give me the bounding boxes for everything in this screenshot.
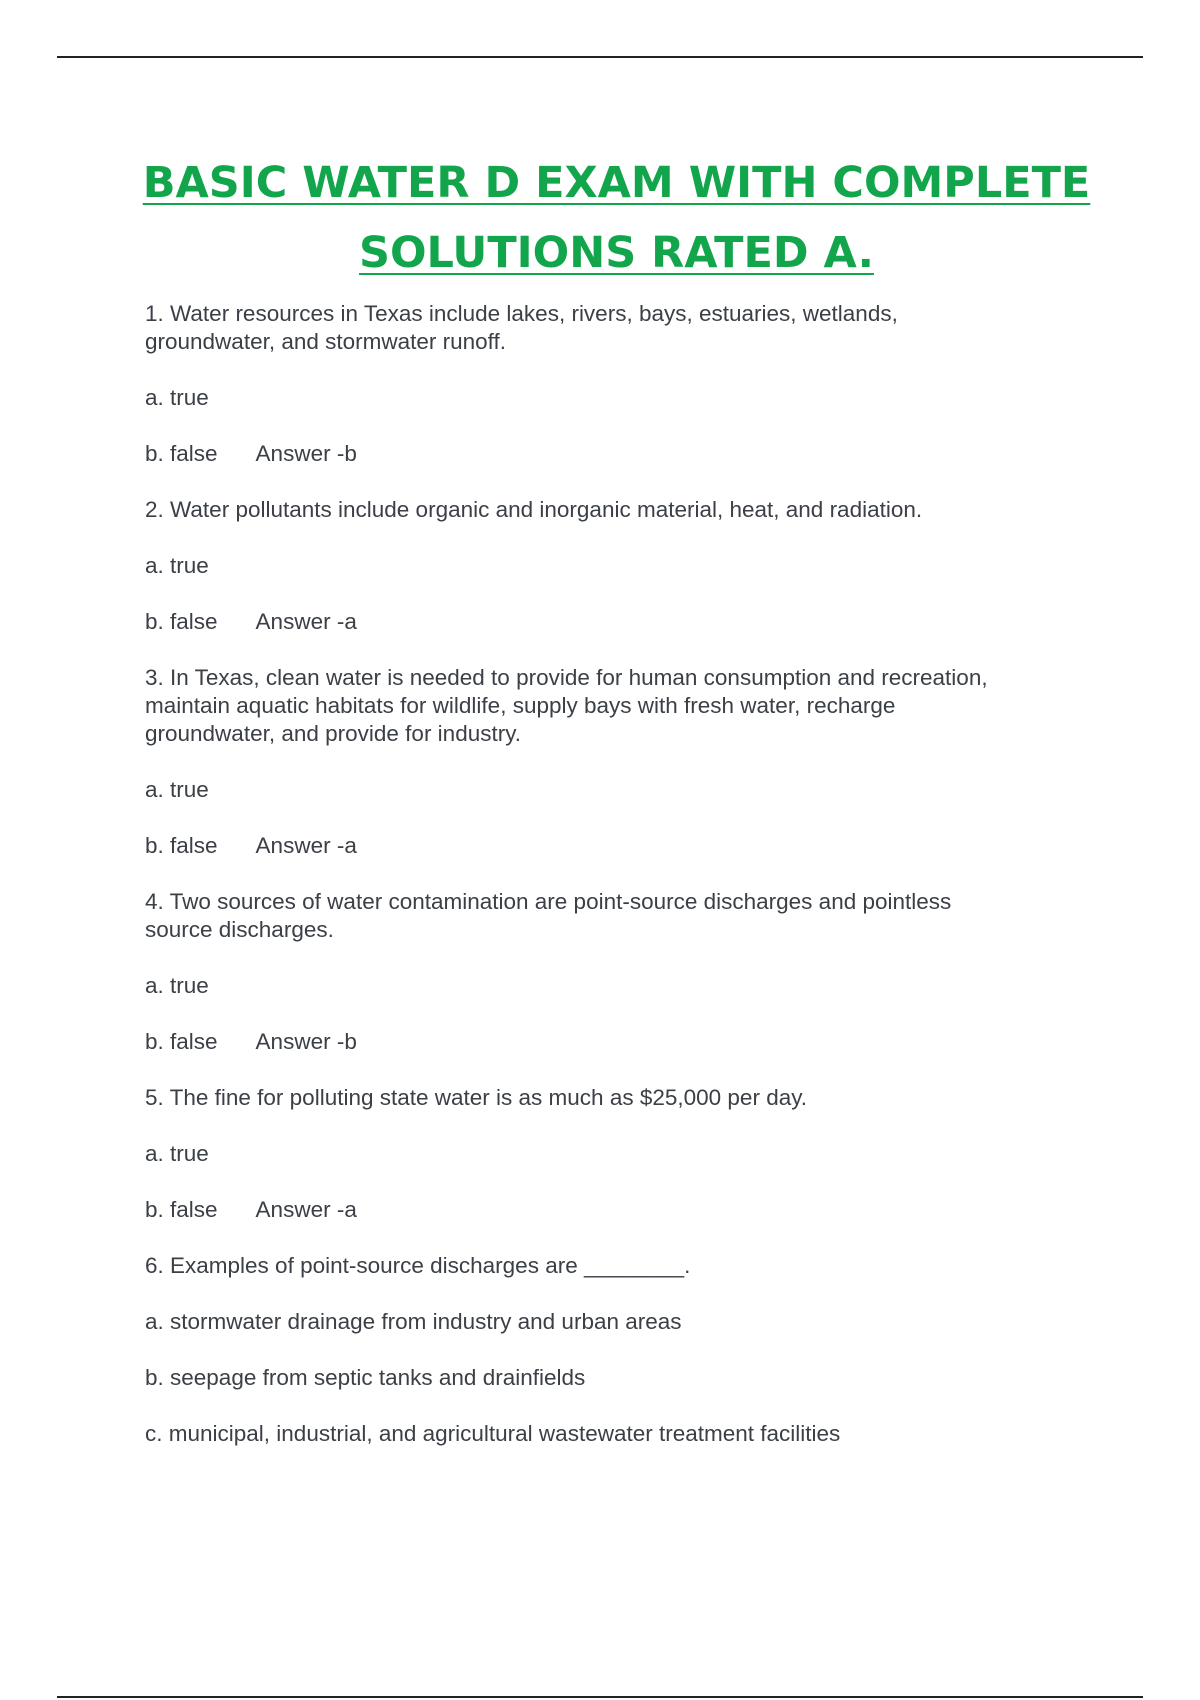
option-a: a. stormwater drainage from industry and urban areas [145, 1309, 682, 1334]
option-b-row [145, 1028, 1075, 1056]
option-b: b. false [145, 441, 218, 466]
option-b: b. false [145, 1029, 218, 1054]
option-b-row [145, 608, 1075, 636]
option-a: a. true [145, 973, 209, 998]
document-title [100, 148, 1133, 288]
question-text: source discharges. [145, 917, 334, 942]
question-text: 3. In Texas, clean water is needed to provide for human consumption and recreation, [145, 665, 988, 690]
option-b-row [145, 1196, 1075, 1224]
question-text: 2. Water pollutants include organic and inorganic material, heat, and radiation. [145, 497, 923, 522]
question-text: 4. Two sources of water contamination are point-source discharges and pointless [145, 889, 952, 914]
option-a: a. true [145, 385, 209, 410]
answer-key: Answer -a [255, 833, 357, 858]
question-3 [145, 664, 1075, 860]
question-1 [145, 300, 1075, 468]
question-5 [145, 1084, 1075, 1224]
question-list [145, 300, 1075, 1476]
header-rule [57, 56, 1143, 58]
option-b-row [145, 440, 1075, 468]
question-text: 6. Examples of point-source discharges are ________. [145, 1253, 691, 1278]
answer-key: Answer -a [255, 609, 357, 634]
option-b: b. false [145, 1197, 218, 1222]
title-line-1: BASIC WATER D EXAM WITH COMPLETE [142, 158, 1091, 208]
question-text: groundwater, and provide for industry. [145, 721, 522, 746]
answer-key: Answer -b [255, 441, 357, 466]
question-text: 1. Water resources in Texas include lakes, rivers, bays, estuaries, wetlands, [145, 301, 898, 326]
option-a: a. true [145, 777, 209, 802]
question-2 [145, 496, 1075, 636]
option-a: a. true [145, 553, 209, 578]
question-text: 5. The fine for polluting state water is as much as $25,000 per day. [145, 1085, 808, 1110]
option-b: b. false [145, 609, 218, 634]
question-text: groundwater, and stormwater runoff. [145, 329, 507, 354]
title-line-2: SOLUTIONS RATED A. [359, 228, 874, 278]
question-4 [145, 888, 1075, 1056]
option-b: b. false [145, 833, 218, 858]
question-text: maintain aquatic habitats for wildlife, supply bays with fresh water, recharge [145, 693, 896, 718]
option-a: a. true [145, 1141, 209, 1166]
option-c: c. municipal, industrial, and agricultural wastewater treatment facilities [145, 1421, 841, 1446]
question-6 [145, 1252, 1075, 1448]
option-b: b. seepage from septic tanks and drainfields [145, 1365, 586, 1390]
answer-key: Answer -a [255, 1197, 357, 1222]
option-b-row [145, 832, 1075, 860]
answer-key: Answer -b [255, 1029, 357, 1054]
footer-rule [57, 1696, 1143, 1698]
